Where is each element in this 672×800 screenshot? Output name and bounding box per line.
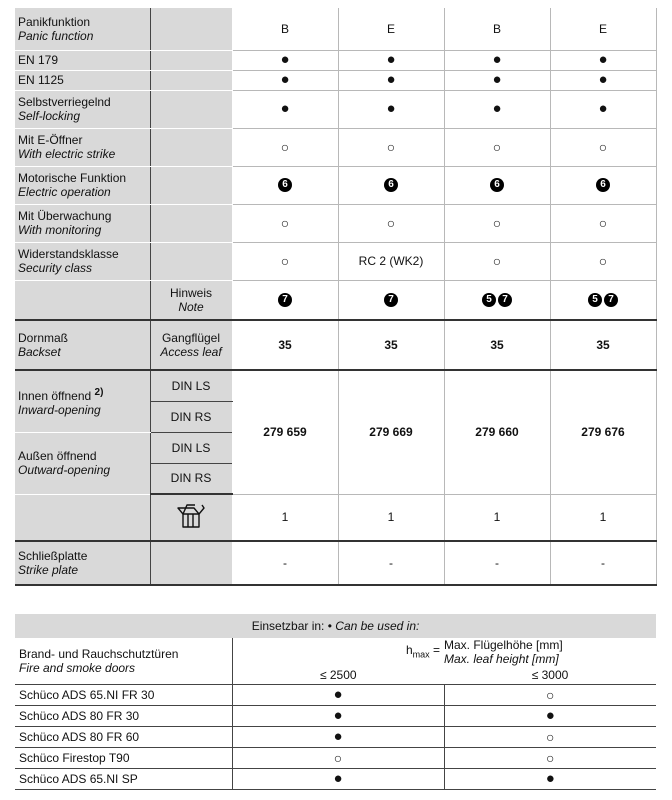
- label-electric-operation: Motorische Funktion Electric operation: [15, 166, 150, 204]
- product-row: [15, 747, 656, 768]
- row-en179: [15, 50, 656, 70]
- label-note: Hinweis Note: [150, 280, 232, 320]
- label-access-leaf: Gangflügel Access leaf: [150, 320, 232, 370]
- value-cell: 35: [232, 320, 338, 370]
- product-name: Schüco ADS 65.NI SP: [15, 768, 232, 789]
- value-cell: ○: [232, 747, 444, 768]
- value-cell: ○: [444, 726, 656, 747]
- label-panic: Panikfunktion Panic function: [15, 8, 150, 50]
- value-cell: -: [550, 541, 656, 585]
- col-header-3: B: [444, 8, 550, 50]
- label-electric-strike: Mit E-Öffner With electric strike: [15, 128, 150, 166]
- value-cell: RC 2 (WK2): [338, 242, 444, 280]
- value-cell: ●: [232, 726, 444, 747]
- value-cell: ●: [232, 768, 444, 789]
- product-name: Schüco ADS 80 FR 60: [15, 726, 232, 747]
- din-ls-label: DIN LS: [150, 370, 232, 401]
- row-electric-strike: [15, 128, 656, 166]
- label-backset: Dornmaß Backset: [15, 320, 150, 370]
- footnote-5-icon: 5: [482, 293, 496, 307]
- row-panic-function: [15, 8, 656, 50]
- row-security-class: [15, 242, 656, 280]
- value-cell: ●: [338, 50, 444, 70]
- footnote-7-icon: 7: [384, 293, 398, 307]
- value-cell: 35: [338, 320, 444, 370]
- footnote-6-icon: 6: [490, 178, 504, 192]
- label-strike-plate: Schließplatte Strike plate: [15, 541, 150, 585]
- row-monitoring: [15, 204, 656, 242]
- value-cell: ●: [444, 50, 550, 70]
- din-ls-label: DIN LS: [150, 432, 232, 463]
- footnote-5-icon: 5: [588, 293, 602, 307]
- value-cell: -: [444, 541, 550, 585]
- value-cell: 1: [550, 494, 656, 541]
- product-name: Schüco ADS 65.NI FR 30: [15, 684, 232, 705]
- value-cell: ○: [444, 242, 550, 280]
- label-self-locking: Selbstverriegelnd Self-locking: [15, 90, 150, 128]
- value-cell: ●: [232, 50, 338, 70]
- value-cell: ○: [550, 242, 656, 280]
- footnote-6-icon: 6: [384, 178, 398, 192]
- value-cell: ●: [444, 768, 656, 789]
- value-cell: ○: [550, 128, 656, 166]
- label-security-class: Widerstandsklasse Security class: [15, 242, 150, 280]
- value-cell: ●: [232, 684, 444, 705]
- value-cell: ○: [444, 204, 550, 242]
- product-name: Schüco Firestop T90: [15, 747, 232, 768]
- row-note: [15, 280, 656, 320]
- value-cell: ●: [338, 90, 444, 128]
- value-cell: ○: [444, 684, 656, 705]
- package-box-icon: [175, 502, 207, 530]
- din-rs-label: DIN RS: [150, 401, 232, 432]
- value-cell: -: [338, 541, 444, 585]
- article-number: 279 669: [338, 370, 444, 494]
- value-cell: ○: [232, 128, 338, 166]
- value-cell: ○: [338, 204, 444, 242]
- value-cell: ●: [550, 50, 656, 70]
- row-package: [15, 494, 656, 541]
- product-row: [15, 705, 656, 726]
- fire-doors-label: Brand- und Rauchschutztüren Fire and smoke doors: [15, 638, 232, 684]
- value-cell: ○: [550, 204, 656, 242]
- footnote-7-icon: 7: [498, 293, 512, 307]
- limit-3000: ≤ 3000: [444, 666, 656, 684]
- product-row: [15, 768, 656, 789]
- package-box-icon: [150, 494, 232, 541]
- value-cell: ○: [232, 242, 338, 280]
- value-cell: ○: [232, 204, 338, 242]
- usage-header-de: Einsetzbar in: •: [251, 619, 332, 633]
- row-backset: [15, 320, 656, 370]
- footnote-6-icon: 6: [278, 178, 292, 192]
- value-cell: 35: [550, 320, 656, 370]
- label-outward-opening: Außen öffnend Outward-opening: [15, 432, 150, 494]
- row-strike-plate: [15, 541, 656, 585]
- value-cell: 1: [232, 494, 338, 541]
- max-leaf-height-label: Max. Flügelhöhe [mm] Max. leaf height [mm]: [444, 638, 563, 666]
- value-cell: ○: [338, 128, 444, 166]
- value-cell: ●: [550, 70, 656, 90]
- value-cell: ●: [550, 90, 656, 128]
- label-en179: EN 179: [15, 50, 150, 70]
- article-number: 279 676: [550, 370, 656, 494]
- usage-header: [15, 614, 656, 638]
- label-en1125: EN 1125: [15, 70, 150, 90]
- value-cell: ●: [444, 705, 656, 726]
- product-row: [15, 684, 656, 705]
- label-monitoring: Mit Überwachung With monitoring: [15, 204, 150, 242]
- value-cell: ●: [338, 70, 444, 90]
- din-rs-label: DIN RS: [150, 463, 232, 494]
- article-number: 279 659: [232, 370, 338, 494]
- limit-2500: ≤ 2500: [232, 666, 444, 684]
- value-cell: ●: [232, 70, 338, 90]
- value-cell: ○: [444, 747, 656, 768]
- usage-table: [15, 614, 656, 790]
- value-cell: ○: [444, 128, 550, 166]
- col-header-2: E: [338, 8, 444, 50]
- col-header-4: E: [550, 8, 656, 50]
- product-name: Schüco ADS 80 FR 30: [15, 705, 232, 726]
- row-electric-operation: [15, 166, 656, 204]
- value-cell: ●: [444, 70, 550, 90]
- value-cell: ●: [232, 90, 338, 128]
- value-cell: ●: [444, 90, 550, 128]
- lock-spec-table: [15, 8, 657, 586]
- value-cell: ●: [232, 705, 444, 726]
- footnote-7-icon: 7: [604, 293, 618, 307]
- value-cell: -: [232, 541, 338, 585]
- usage-header-en: Can be used in:: [335, 619, 420, 633]
- product-row: [15, 726, 656, 747]
- label-inward-opening: Innen öffnend $^{2)}$ Inward-opening: [15, 370, 150, 432]
- row-self-locking: [15, 90, 656, 128]
- col-header-1: B: [232, 8, 338, 50]
- hmax-label: $h_{max}$ =: [232, 638, 444, 666]
- footnote-7-icon: 7: [278, 293, 292, 307]
- article-number: 279 660: [444, 370, 550, 494]
- row-inward-ls: [15, 370, 656, 401]
- value-cell: 1: [444, 494, 550, 541]
- value-cell: 35: [444, 320, 550, 370]
- footnote-6-icon: 6: [596, 178, 610, 192]
- value-cell: 1: [338, 494, 444, 541]
- row-en1125: [15, 70, 656, 90]
